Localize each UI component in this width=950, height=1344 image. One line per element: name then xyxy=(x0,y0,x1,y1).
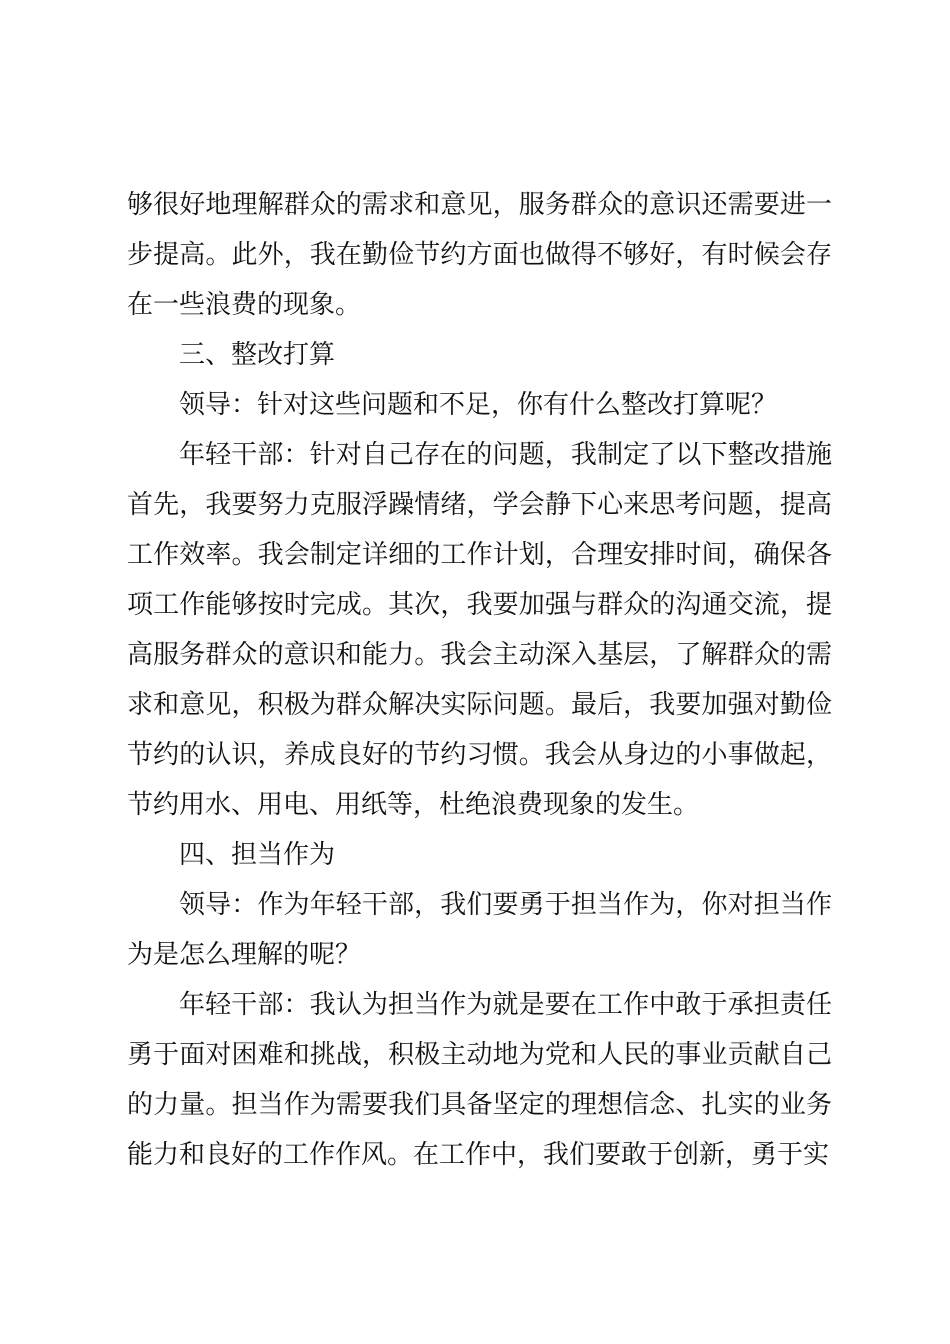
paragraph-leader-question-responsibility: 领导：作为年轻干部，我们要勇于担当作为，你对担当作为是怎么理解的呢？ xyxy=(127,890,832,970)
section-heading-rectification: 三、整改打算 xyxy=(179,340,336,370)
paragraph-cadre-answer-responsibility: 年轻干部：我认为担当作为就是要在工作中敢于承担责任勇于面对困难和挑战，积极主动地为党和人民的事业贡献自己的力量。担当作为需要我们具备坚定的理想信念、扎实的业务能力和良好的工作作风。在工作中，我们要敢于创新，勇于实 xyxy=(127,990,832,1170)
paragraph-leader-question-rectification: 领导：针对这些问题和不足，你有什么整改打算呢？ xyxy=(179,390,778,420)
paragraph-cadre-answer-rectification: 年轻干部：针对自己存在的问题，我制定了以下整改措施首先，我要努力克服浮躁情绪，学会静下心来思考问题，提高工作效率。我会制定详细的工作计划，合理安排时间，确保各项工作能够按时完成。其次，我要加强与群众的沟通交流，提高服务群众的意识和能力。我会主动深入基层，了解群众的需求和意见，积极为群众解决实际问题。最后，我要加强对勤俭节约的认识，养成良好的节约习惯。我会从身边的小事做起，节约用水、用电、用纸等，杜绝浪费现象的发生。 xyxy=(127,440,832,820)
document-body xyxy=(127,180,832,1180)
paragraph-continuation: 够很好地理解群众的需求和意见，服务群众的意识还需要进一步提高。此外，我在勤俭节约方面也做得不够好，有时候会存在一些浪费的现象。 xyxy=(127,190,832,320)
section-heading-responsibility: 四、担当作为 xyxy=(179,840,336,870)
